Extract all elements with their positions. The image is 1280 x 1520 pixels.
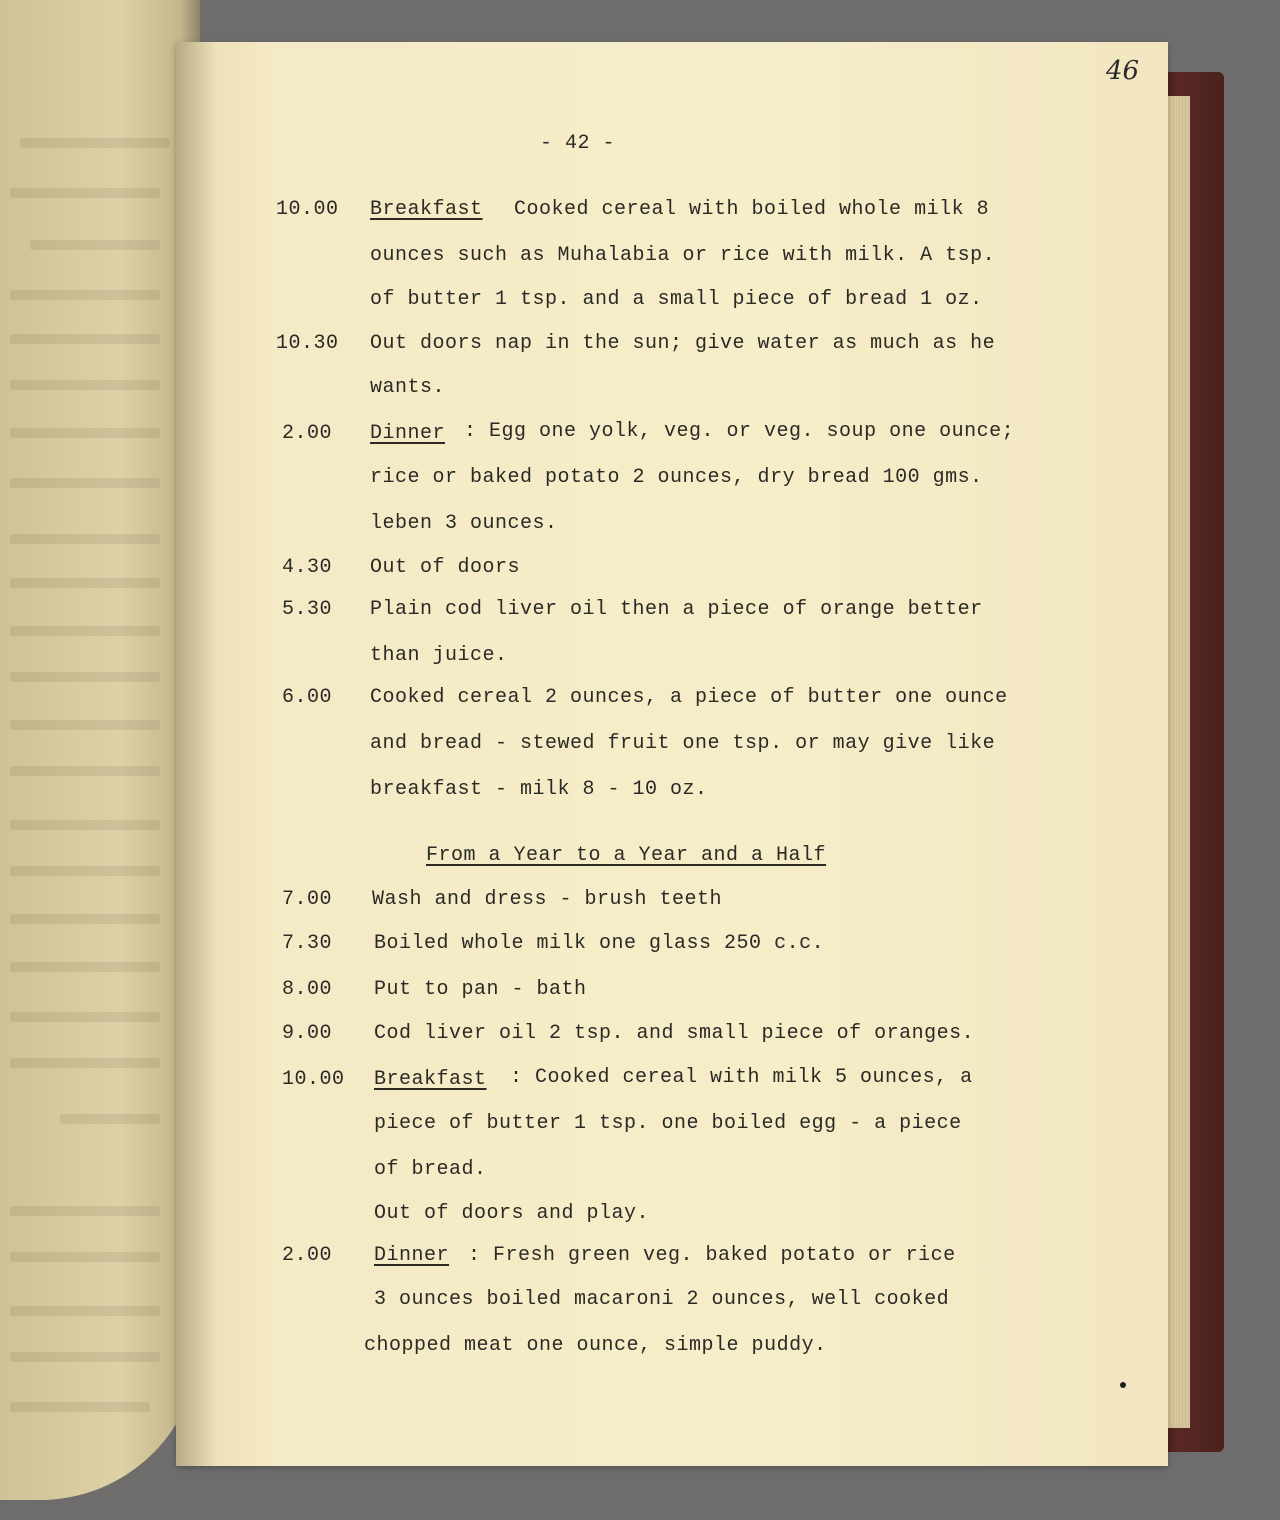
entry-time: 2.00: [282, 422, 333, 445]
entry-time: 2.00: [282, 1244, 333, 1267]
entry-line: Plain cod liver oil then a piece of orange better: [370, 598, 983, 621]
entry-line: piece of butter 1 tsp. one boiled egg - a piece: [374, 1112, 962, 1135]
entry-time: 9.00: [282, 1022, 333, 1045]
entry-line: : Cooked cereal with milk 5 ounces, a: [510, 1066, 973, 1089]
entry-line: and bread - stewed fruit one tsp. or may give like: [370, 732, 996, 755]
entry-line: of butter 1 tsp. and a small piece of bread 1 oz.: [370, 288, 983, 311]
entry-time: 5.30: [282, 598, 333, 621]
entry-line: of bread.: [374, 1158, 487, 1181]
left-page: [0, 0, 200, 1500]
entry-line: breakfast - milk 8 - 10 oz.: [370, 778, 708, 801]
entry-line: than juice.: [370, 644, 508, 667]
meal-label: Breakfast: [374, 1068, 487, 1091]
folio-number: 46: [1106, 56, 1140, 86]
meal-label: Dinner: [370, 422, 446, 445]
meal-label: Dinner: [374, 1244, 450, 1267]
entry-time: 8.00: [282, 978, 333, 1001]
entry-line: Cod liver oil 2 tsp. and small piece of oranges.: [374, 1022, 975, 1045]
entry-line: ounces such as Muhalabia or rice with milk. A tsp.: [370, 244, 996, 267]
ink-dot: [1120, 1382, 1126, 1388]
entry-line: Cooked cereal with boiled whole milk 8: [514, 198, 990, 221]
entry-line: Put to pan - bath: [374, 978, 587, 1001]
entry-line: : Fresh green veg. baked potato or rice: [468, 1244, 956, 1267]
entry-line: Out of doors: [370, 556, 521, 579]
entry-line: leben 3 ounces.: [370, 512, 558, 535]
entry-time: 6.00: [282, 686, 333, 709]
entry-line: Cooked cereal 2 ounces, a piece of butter one ounce: [370, 686, 1008, 709]
entry-line: rice or baked potato 2 ounces, dry bread 100 gms.: [370, 466, 983, 489]
entry-time: 10.30: [276, 332, 339, 355]
entry-line: 3 ounces boiled macaroni 2 ounces, well cooked: [374, 1288, 950, 1311]
page-number: - 42 -: [540, 132, 616, 155]
entry-time: 4.30: [282, 556, 333, 579]
meal-label: Breakfast: [370, 198, 483, 221]
gutter-shadow: [176, 42, 216, 1466]
entry-time: 10.00: [282, 1068, 345, 1091]
entry-time: 7.00: [282, 888, 333, 911]
entry-line: Wash and dress - brush teeth: [372, 888, 723, 911]
entry-time: 10.00: [276, 198, 339, 221]
entry-line: Out doors nap in the sun; give water as much as he: [370, 332, 996, 355]
entry-line: wants.: [370, 376, 446, 399]
entry-line: : Egg one yolk, veg. or veg. soup one ounce;: [464, 420, 1015, 443]
entry-line: chopped meat one ounce, simple puddy.: [364, 1334, 827, 1357]
entry-line: Out of doors and play.: [374, 1202, 650, 1225]
section-heading: From a Year to a Year and a Half: [426, 844, 827, 867]
entry-time: 7.30: [282, 932, 333, 955]
entry-line: Boiled whole milk one glass 250 c.c.: [374, 932, 825, 955]
